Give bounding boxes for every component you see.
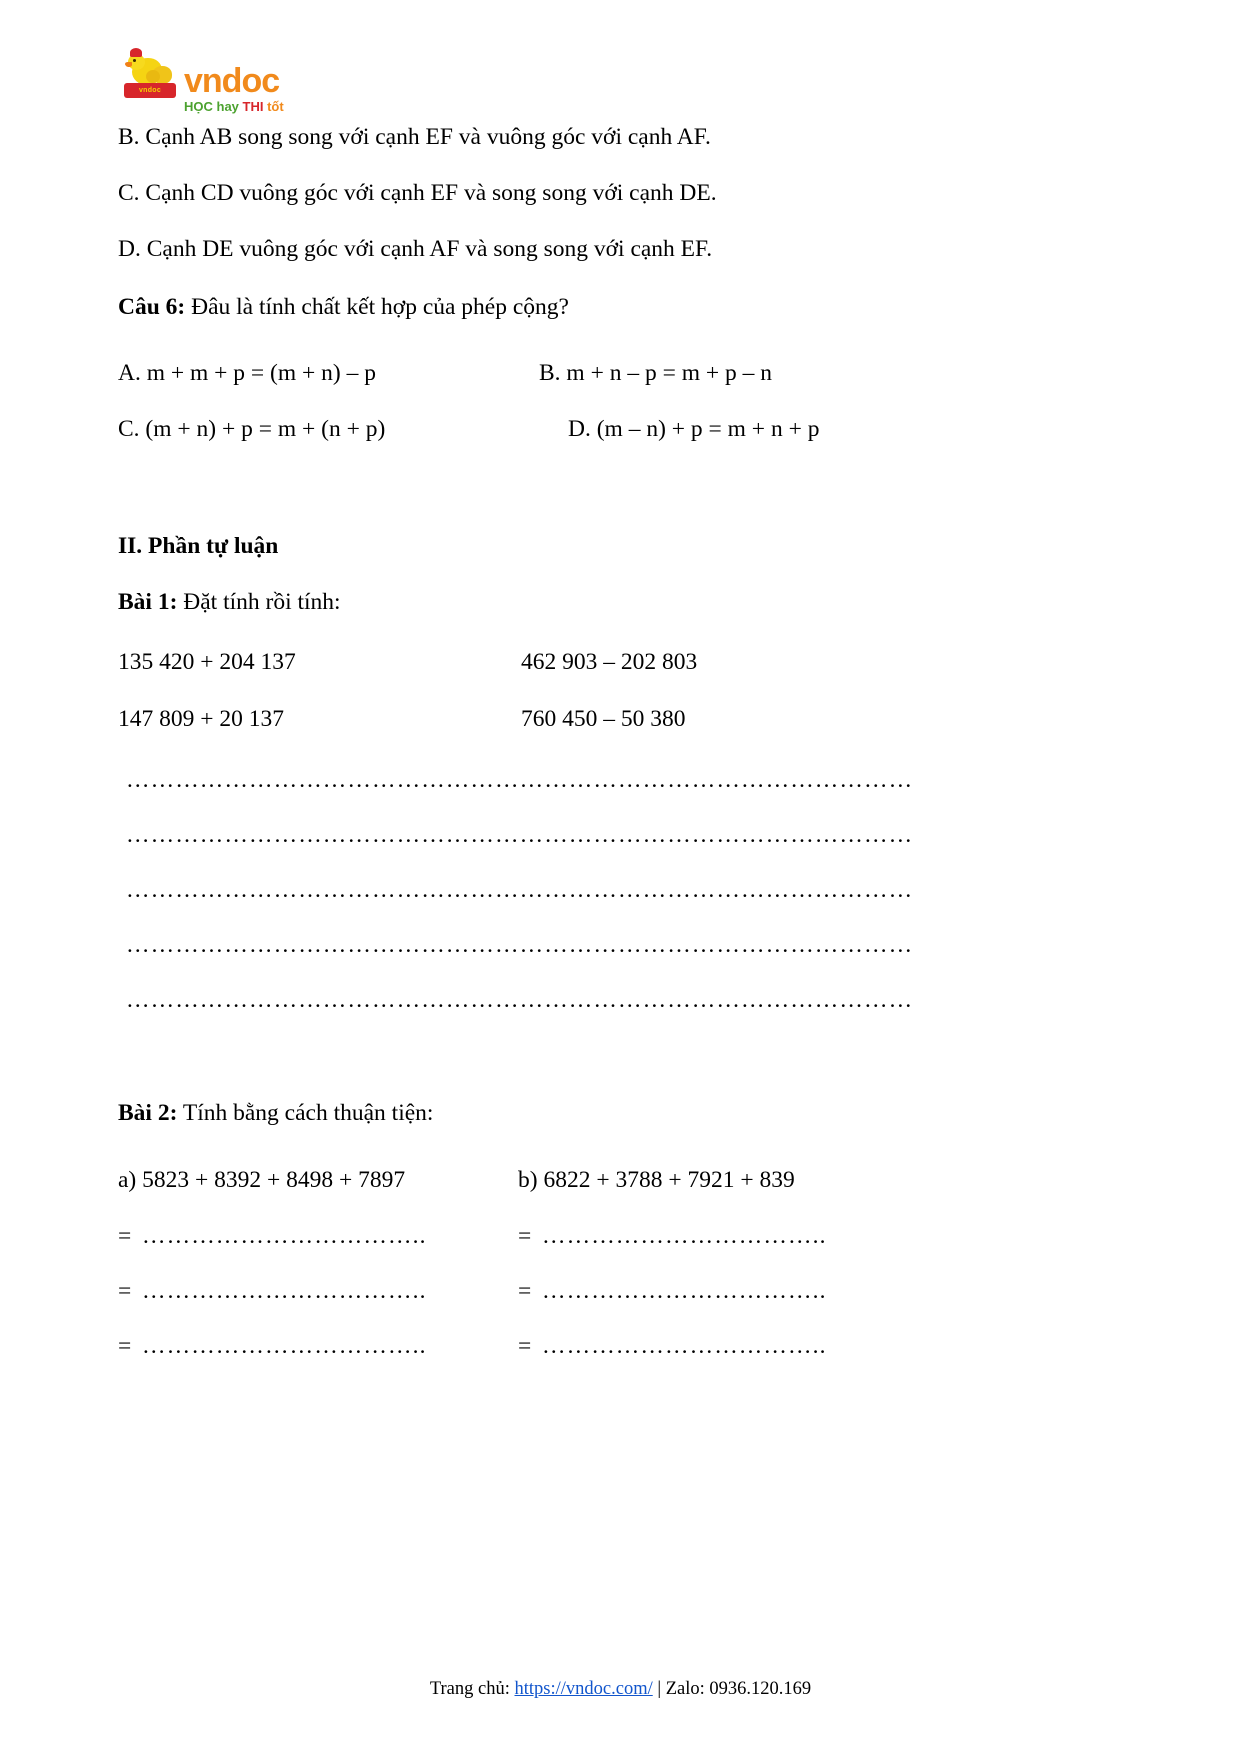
footer-prefix: Trang chủ: [429, 1679, 515, 1699]
chick-beak-shape [125, 62, 132, 67]
question6-label: Câu 6: [118, 294, 186, 320]
bai2-answer-a-2[interactable]: …………………………….. [142, 1278, 427, 1304]
footer-suffix: | Zalo: 0936.120.169 [652, 1679, 812, 1699]
page-footer [0, 1679, 1241, 1700]
bai2-equals-a-1: = [118, 1223, 132, 1249]
bai2-answer-b-3[interactable]: …………………………….. [542, 1333, 827, 1359]
bai1-answer-line-3[interactable]: …………………………………………………………………………………… [126, 877, 914, 903]
bai2-equals-b-2: = [518, 1278, 532, 1304]
bai2-equals-b-3: = [518, 1333, 532, 1359]
bai1-problem-1: 135 420 + 204 137 [118, 649, 296, 675]
chick-logo-icon [122, 46, 178, 98]
logo-tagline-thi: THI [242, 99, 268, 114]
bai1-problem-3: 147 809 + 20 137 [118, 706, 285, 732]
bai1-label: Bài 1: [118, 589, 178, 615]
bai2-text: Tính bằng cách thuận tiện: [177, 1100, 434, 1126]
bai2-equals-a-3: = [118, 1333, 132, 1359]
question5-option-d: D. Cạnh DE vuông góc với cạnh AF và song song với cạnh EF. [118, 236, 713, 262]
bai2-answer-b-2[interactable]: …………………………….. [542, 1278, 827, 1304]
bai2-answer-a-3[interactable]: …………………………….. [142, 1333, 427, 1359]
bai2-problem-b: b) 6822 + 3788 + 7921 + 839 [518, 1167, 795, 1193]
bai2-equals-b-1: = [518, 1223, 532, 1249]
bai2-prompt [118, 1100, 433, 1126]
question5-option-b: B. Cạnh AB song song với cạnh EF và vuông góc với cạnh AF. [118, 124, 711, 150]
bai2-label: Bài 2: [118, 1100, 178, 1126]
bai2-answer-a-1[interactable]: …………………………….. [142, 1223, 427, 1249]
footer-homepage-link[interactable]: https://vndoc.com/ [514, 1679, 653, 1699]
bai1-answer-line-4[interactable]: …………………………………………………………………………………… [126, 932, 914, 958]
chick-tertiary-shape [146, 70, 160, 83]
bai1-text: Đặt tính rồi tính: [177, 589, 341, 615]
bai2-problem-a: a) 5823 + 8392 + 8498 + 7897 [118, 1167, 406, 1193]
logo-tagline [184, 99, 292, 114]
vndoc-logo [122, 46, 292, 114]
question6-option-c: C. (m + n) + p = m + (n + p) [118, 416, 386, 442]
question6-text: Đâu là tính chất kết hợp của phép cộng? [185, 294, 569, 320]
bai1-answer-line-1[interactable]: …………………………………………………………………………………… [126, 767, 914, 793]
question6-prompt [118, 294, 569, 320]
question6-option-d: D. (m – n) + p = m + n + p [568, 416, 820, 442]
section2-heading: II. Phần tự luận [118, 533, 279, 559]
chick-comb-shape [130, 48, 142, 57]
bai1-problem-4: 760 450 – 50 380 [521, 706, 686, 732]
logo-ribbon [124, 83, 176, 98]
bai2-equals-a-2: = [118, 1278, 132, 1304]
logo-tagline-tot: tốt [267, 99, 284, 114]
logo-row [122, 46, 292, 98]
logo-tagline-hochay: HỌC hay [184, 99, 243, 114]
question6-option-a: A. m + m + p = (m + n) – p [118, 360, 376, 386]
bai2-answer-b-1[interactable]: …………………………….. [542, 1223, 827, 1249]
bai1-answer-line-2[interactable]: …………………………………………………………………………………… [126, 822, 914, 848]
bai1-problem-2: 462 903 – 202 803 [521, 649, 698, 675]
question6-option-b: B. m + n – p = m + p – n [539, 360, 772, 386]
question5-option-c: C. Cạnh CD vuông góc với cạnh EF và song song với cạnh DE. [118, 180, 717, 206]
bai1-answer-line-5[interactable]: …………………………………………………………………………………… [126, 987, 914, 1013]
logo-wordmark: vndoc [184, 62, 280, 100]
chick-eye-shape [133, 59, 136, 62]
bai1-prompt [118, 589, 341, 615]
logo-ribbon-text: vndoc [138, 87, 162, 94]
